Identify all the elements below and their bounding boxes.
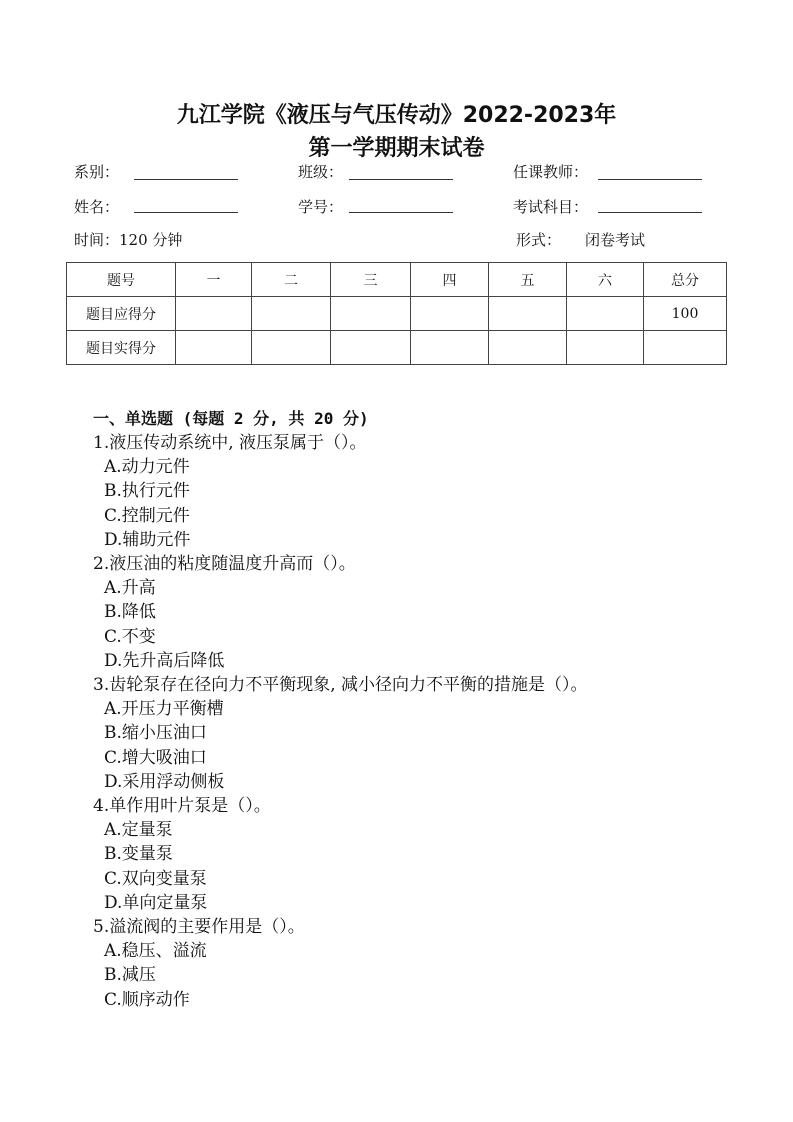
table-cell: 题目应得分 — [67, 297, 176, 331]
option-item: C.控制元件 — [104, 505, 190, 526]
table-header-cell: 四 — [411, 263, 489, 297]
question-text: 3.齿轮泵存在径向力不平衡现象, 减小径向力不平衡的措施是（）。 — [93, 675, 588, 696]
teacher-blank[interactable] — [598, 179, 702, 180]
table-header-cell: 五 — [489, 263, 567, 297]
question-text: 2.液压油的粘度随温度升高而（）。 — [93, 554, 356, 575]
question-list — [93, 431, 588, 1012]
table-cell: 100 — [644, 297, 727, 331]
question-text: 5.溢流阀的主要作用是（）。 — [93, 917, 305, 938]
option-item: D.单向定量泵 — [104, 892, 208, 913]
title-line2: 第一学期期末试卷 — [308, 136, 485, 161]
option-item: A.动力元件 — [104, 457, 190, 478]
option-item: B.执行元件 — [104, 481, 190, 502]
table-row — [67, 331, 727, 365]
student-id-blank[interactable] — [349, 212, 453, 213]
table-header-cell: 二 — [252, 263, 331, 297]
score-table — [66, 262, 727, 365]
class-label: 班级： — [298, 163, 344, 181]
option-item: B.变量泵 — [104, 844, 173, 865]
option-item: A.开压力平衡槽 — [104, 699, 224, 720]
table-header-cell: 三 — [331, 263, 411, 297]
student-id-label: 学号： — [298, 198, 344, 216]
option-item: C.增大吸油口 — [104, 747, 207, 768]
question-text: 4.单作用叶片泵是（）。 — [93, 796, 271, 817]
table-cell[interactable] — [489, 297, 567, 331]
form-value: 闭卷考试 — [585, 231, 646, 249]
table-cell[interactable] — [411, 297, 489, 331]
table-cell[interactable] — [176, 331, 252, 365]
question-text: 1.液压传动系统中, 液压泵属于（）。 — [93, 433, 367, 453]
option-item: D.辅助元件 — [104, 529, 191, 550]
name-blank[interactable] — [134, 212, 238, 213]
option-item: C.顺序动作 — [104, 989, 190, 1010]
option-item: A.定量泵 — [104, 820, 173, 841]
title-line1: 九江学院《液压与气压传动》2022-2023年 — [176, 103, 617, 128]
option-item: C.双向变量泵 — [104, 868, 207, 889]
table-cell: 题目实得分 — [67, 331, 176, 365]
table-header-cell: 题号 — [67, 263, 176, 297]
option-item: A.稳压、溢流 — [104, 941, 207, 962]
option-item: D.先升高后降低 — [104, 650, 225, 671]
department-label: 系别： — [74, 163, 120, 181]
option-item: C.不变 — [104, 626, 156, 647]
department-blank[interactable] — [134, 179, 238, 180]
table-cell[interactable] — [331, 297, 411, 331]
table-cell[interactable] — [331, 331, 411, 365]
option-item: B.降低 — [104, 602, 156, 623]
form-label: 形式： — [516, 231, 562, 249]
subject-label: 考试科目： — [513, 198, 589, 216]
option-item: B.减压 — [104, 965, 156, 986]
name-label: 姓名： — [74, 198, 120, 216]
option-item: A.升高 — [104, 578, 156, 599]
table-cell[interactable] — [489, 331, 567, 365]
table-header-cell: 六 — [567, 263, 644, 297]
table-cell[interactable] — [411, 331, 489, 365]
time-label: 时间：120 分钟 — [74, 231, 183, 249]
table-cell[interactable] — [176, 297, 252, 331]
table-header-row — [67, 263, 727, 297]
table-cell[interactable] — [252, 331, 331, 365]
section-heading: 一、单选题 (每题 2 分, 共 20 分) — [93, 409, 369, 428]
table-cell[interactable] — [567, 331, 644, 365]
teacher-label: 任课教师： — [513, 163, 589, 181]
table-row — [67, 297, 727, 331]
table-cell[interactable] — [567, 297, 644, 331]
table-header-cell: 总分 — [644, 263, 727, 297]
table-header-cell: 一 — [176, 263, 252, 297]
option-item: B.缩小压油口 — [104, 723, 207, 744]
class-blank[interactable] — [349, 179, 453, 180]
table-cell[interactable] — [252, 297, 331, 331]
option-item: D.采用浮动侧板 — [104, 771, 225, 792]
subject-blank[interactable] — [598, 212, 702, 213]
table-cell[interactable] — [644, 331, 727, 365]
